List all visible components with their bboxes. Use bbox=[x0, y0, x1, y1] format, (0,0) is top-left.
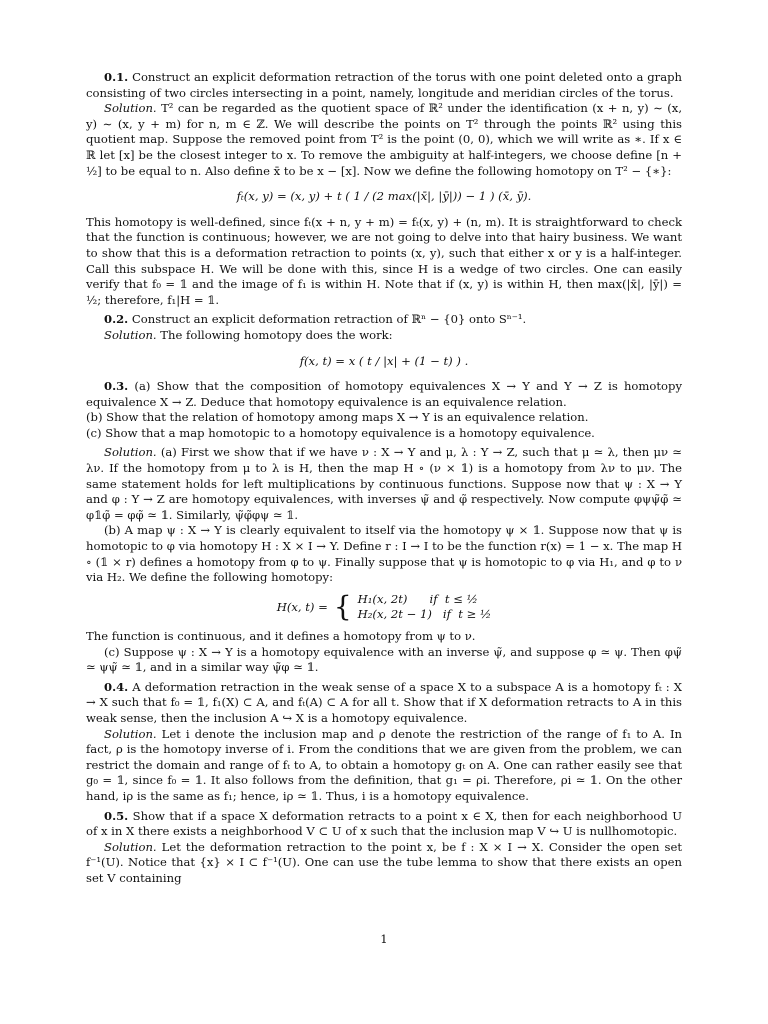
solution-label: Solution. bbox=[104, 445, 157, 460]
page-number: 1 bbox=[380, 932, 388, 946]
problem-statement: Construct an explicit deformation retraction of ℝⁿ − {0} onto Sⁿ⁻¹. bbox=[131, 312, 527, 327]
brace-icon: { bbox=[333, 590, 352, 624]
solution-text: The following homotopy does the work: bbox=[160, 327, 393, 342]
problem-statement-b: (b) Show that the relation of homotopy among maps X → Y is an equivalence relation. bbox=[86, 410, 589, 425]
problem-statement: Construct an explicit deformation retraction of the torus with one point deleted onto a graph consisting of two circles intersecting in a point, namely, longitude and meridian circles of the torus. bbox=[86, 70, 682, 100]
problem-0-1 bbox=[86, 70, 682, 101]
problem-number: 0.5. bbox=[104, 808, 129, 823]
problem-statement-a: (a) Show that the composition of homotopy equivalences X → Y and Y → Z is homotopy equivalence X → Z. Deduce that homotopy equivalence is an equivalence relation. bbox=[86, 379, 682, 409]
problem-statement-c: (c) Show that a map homotopic to a homotopy equivalence is a homotopy equivalence. bbox=[86, 425, 595, 440]
problem-0-5 bbox=[86, 809, 682, 840]
solution-0-2 bbox=[86, 328, 682, 344]
problem-number: 0.3. bbox=[104, 379, 129, 394]
solution-0-3-b: (b) A map ψ : X → Y is clearly equivalent to itself via the homotopy ψ × 𝟙. Suppose now that ψ is homotopic to φ via homotopy H : X × I → Y. Define r : I → I to be the function r(x) = 1 − x. The map H ∘ (𝟙 × r) defines a homotopy from φ to ψ. Finally suppose that ψ is homotopic to φ via H₁, and φ to ν via H₂. We define the following homotopy: bbox=[86, 523, 682, 585]
solution-label: Solution. bbox=[104, 726, 157, 741]
problem-number: 0.1. bbox=[104, 70, 129, 84]
problem-statement: Show that if a space X deformation retracts to a point x ∈ X, then for each neighborhood U of x in X there exists a neighborhood V ⊂ U of x such that the inclusion map V ↪ U is nullhomotopic. bbox=[86, 808, 682, 839]
equation-0-1: fₜ(x, y) = (x, y) + t ( 1 / (2 max(|x̄|, |ȳ|)) − 1 ) (x̄, ȳ). bbox=[236, 189, 532, 204]
solution-label: Solution. bbox=[104, 839, 157, 854]
solution-0-1-continued: This homotopy is well-defined, since fₜ(x + n, y + m) = fₜ(x, y) + (n, m). It is straightforward to check that the function is continuous; however, we are not going to delve into that hairy business. We want to show that this is a deformation retraction to points (x, y), such that either x or y is a half-integer. Call this subspace H. We will be done with this, since H is a wedge of two circles. One can easily verify that f₀ = 𝟙 and the image of f₁ is within H. Note that if (x, y) is within H, then max(|x̄|, |ȳ|) = ½; therefore, f₁|H = 𝟙. bbox=[86, 214, 682, 307]
solution-label: Solution. bbox=[104, 327, 157, 342]
problem-0-2 bbox=[86, 312, 682, 328]
solution-text: Let i denote the inclusion map and ρ denote the restriction of the range of f₁ to A. In fact, ρ is the homotopy inverse of i. From the conditions that we are given from the problem, we can restrict the domain and range of fₜ to A, to obtain a homotopy gₜ on A. One can rather easily see that g₀ = 𝟙, since f₀ = 𝟙. It also follows from the definition, that g₁ = ρi. Therefore, ρi ≃ 𝟙. On the other hand, iρ is the same as f₁; hence, iρ ≃ 𝟙. Thus, i is a homotopy equivalence. bbox=[86, 726, 682, 803]
solution-0-1 bbox=[86, 101, 682, 179]
solution-0-3-b-end: The function is continuous, and it defines a homotopy from ψ to ν. bbox=[86, 629, 476, 643]
solution-0-3-c: (c) Suppose ψ : X → Y is a homotopy equivalence with an inverse ψ̃, and suppose φ ≃ ψ. Then φψ̃ ≃ ψψ̃ ≃ 𝟙, and in a similar way ψ̃φ ≃ 𝟙. bbox=[86, 644, 682, 675]
solution-0-5 bbox=[86, 840, 682, 887]
equation-case-2: H₂(x, 2t − 1) if t ≥ ½ bbox=[357, 607, 492, 622]
solution-0-3-a bbox=[86, 445, 682, 523]
solution-0-4 bbox=[86, 727, 682, 805]
problem-number: 0.4. bbox=[104, 679, 129, 694]
solution-text: Let the deformation retraction to the point x, be f : X × I → X. Consider the open set f⁻¹(U). Notice that {x} × I ⊂ f⁻¹(U). One can use the tube lemma to show that there exists an open set V containing bbox=[86, 839, 682, 885]
problem-0-3 bbox=[86, 379, 682, 410]
solution-text: (a) First we show that if we have ν : X → Y and μ, λ : Y → Z, such that μ ≃ λ, then μν ≃ λν. If the homotopy from μ to λ is H, then the map H ∘ (ν × 𝟙) is a homotopy from λν to μν. The same statement holds for left multiplications by continuous functions. Suppose now that ψ : X → Y and φ : Y → Z are homotopy equivalences, with inverses ψ̃ and φ̃ respectively. Now compute φψψ̃φ̃ ≃ φ𝟙φ̃ = φφ̃ ≃ 𝟙. Similarly, ψ̃φ̃φψ ≃ 𝟙. bbox=[86, 445, 683, 522]
solution-text: T² can be regarded as the quotient space of ℝ² under the identification (x + n, y) ∼ (x, y) ∼ (x, y + m) for n, m ∈ ℤ. We will describe the points on T² through the points ℝ² using this quotient map. Suppose the removed point from T² is the point (0, 0), which we will write as ∗. If x ∈ ℝ let [x] be the closest integer to x. To remove the ambiguity at half-integers, we choose define [n + ½] to be equal to n. Also define x̄ to be x − [x]. Now we define the following homotopy on T² − {∗}: bbox=[86, 101, 683, 178]
problem-statement: A deformation retraction in the weak sense of a space X to a subspace A is a homotopy fₜ : X → X such that f₀ = 𝟙, f₁(X) ⊂ A, and fₜ(A) ⊂ A for all t. Show that if X deformation retracts to A in this weak sense, then the inclusion A ↪ X is a homotopy equivalence. bbox=[86, 679, 683, 725]
solution-label: Solution. bbox=[104, 101, 157, 116]
equation-cases bbox=[358, 592, 492, 623]
problem-number: 0.2. bbox=[104, 312, 129, 327]
equation-0-3 bbox=[86, 592, 682, 623]
equation-case-1: H₁(x, 2t) if t ≤ ½ bbox=[357, 591, 478, 606]
equation-0-2: f(x, t) = x ( t / |x| + (1 − t) ) . bbox=[299, 353, 469, 368]
problem-0-4 bbox=[86, 680, 682, 727]
equation-lhs: H(x, t) = bbox=[276, 599, 328, 614]
